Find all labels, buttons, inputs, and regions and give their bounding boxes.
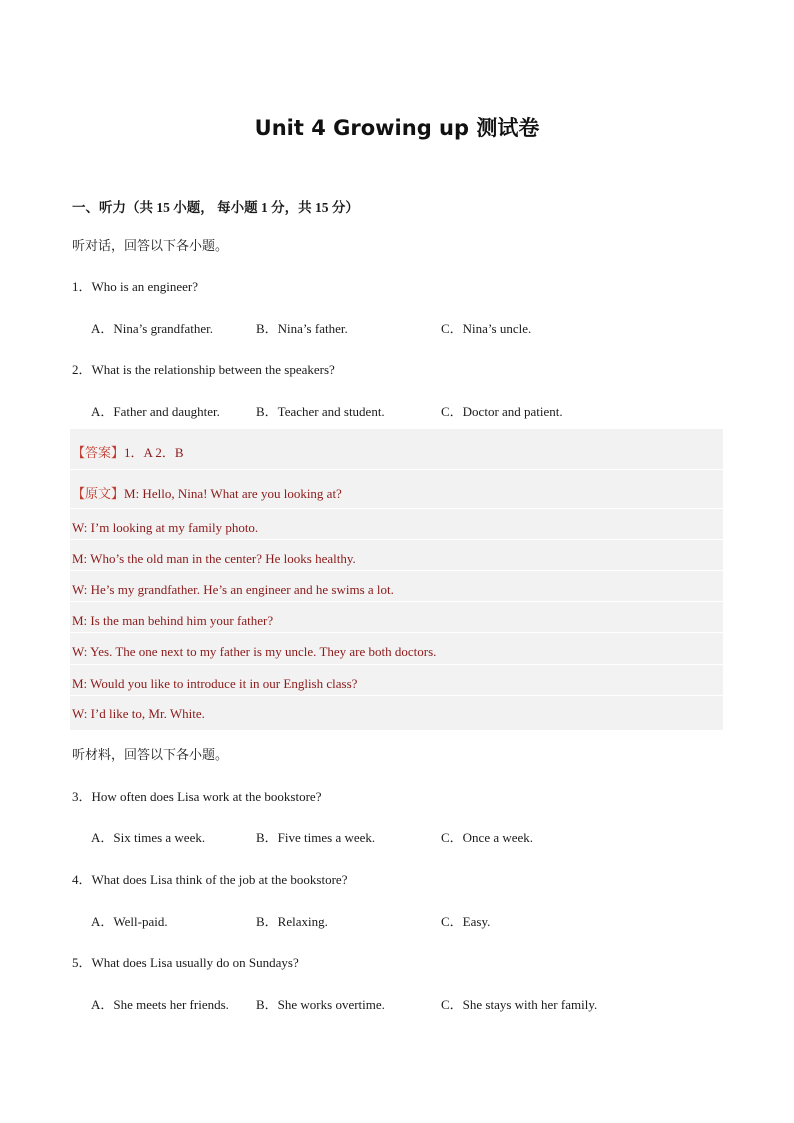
transcript-row	[70, 602, 723, 633]
transcript-first-row	[70, 470, 723, 509]
question-2: 2．What is the relationship between the speakers?	[72, 362, 335, 377]
question-1: 1．Who is an engineer?	[72, 279, 198, 294]
question-5: 5．What does Lisa usually do on Sundays?	[72, 955, 299, 970]
q3-option-a: A．Six times a week.	[91, 830, 206, 845]
transcript-line: W: I’d like to, Mr. White.	[72, 706, 205, 721]
q2-option-a: A．Father and daughter.	[91, 404, 220, 419]
q3-option-b: B．Five times a week.	[256, 830, 376, 845]
transcript-line: M: Who’s the old man in the center? He looks healthy.	[72, 551, 356, 566]
transcript-line: M: Hello, Nina! What are you looking at?	[124, 486, 342, 501]
answer-tag: 【答案】	[72, 445, 125, 460]
transcript-tag: 【原文】	[72, 486, 125, 501]
transcript-row	[70, 696, 723, 730]
q1-option-c: C．Nina’s uncle.	[441, 321, 532, 336]
transcript-line: W: Yes. The one next to my father is my uncle. They are both doctors.	[72, 644, 437, 659]
q4-option-b: B．Relaxing.	[256, 914, 328, 929]
section-heading: 一、听力（共 15 小题， 每小题 1 分，共 15 分）	[72, 200, 359, 215]
transcript-row	[70, 509, 723, 540]
page-title: Unit 4 Growing up 测试卷	[254, 116, 540, 140]
transcript-line: W: He’s my grandfather. He’s an engineer and he swims a lot.	[72, 582, 394, 597]
transcript-line: M: Is the man behind him your father?	[72, 613, 274, 628]
question-3: 3．How often does Lisa work at the bookstore?	[72, 789, 322, 804]
answer-text: 1．A 2．B	[124, 445, 184, 460]
instruction-material: 听材料，回答以下各小题。	[72, 747, 229, 762]
q1-option-b: B．Nina’s father.	[256, 321, 348, 336]
transcript-line: W: I’m looking at my family photo.	[72, 520, 259, 535]
q5-option-b: B．She works overtime.	[256, 997, 385, 1012]
question-4: 4．What does Lisa think of the job at the bookstore?	[72, 872, 348, 887]
transcript-row	[70, 571, 723, 602]
q1-option-a: A．Nina’s grandfather.	[91, 321, 214, 336]
transcript-row	[70, 665, 723, 696]
answer-box	[70, 429, 723, 730]
answer-row	[70, 429, 723, 470]
q4-option-c: C．Easy.	[441, 914, 491, 929]
q3-option-c: C．Once a week.	[441, 830, 534, 845]
transcript-row	[70, 633, 723, 665]
instruction-dialogue: 听对话，回答以下各小题。	[72, 238, 229, 253]
transcript-row	[70, 540, 723, 571]
q2-option-b: B．Teacher and student.	[256, 404, 385, 419]
transcript-line: M: Would you like to introduce it in our English class?	[72, 676, 358, 691]
q5-option-a: A．She meets her friends.	[91, 997, 229, 1012]
q2-option-c: C．Doctor and patient.	[441, 404, 563, 419]
q4-option-a: A．Well-paid.	[91, 914, 168, 929]
q5-option-c: C．She stays with her family.	[441, 997, 598, 1012]
